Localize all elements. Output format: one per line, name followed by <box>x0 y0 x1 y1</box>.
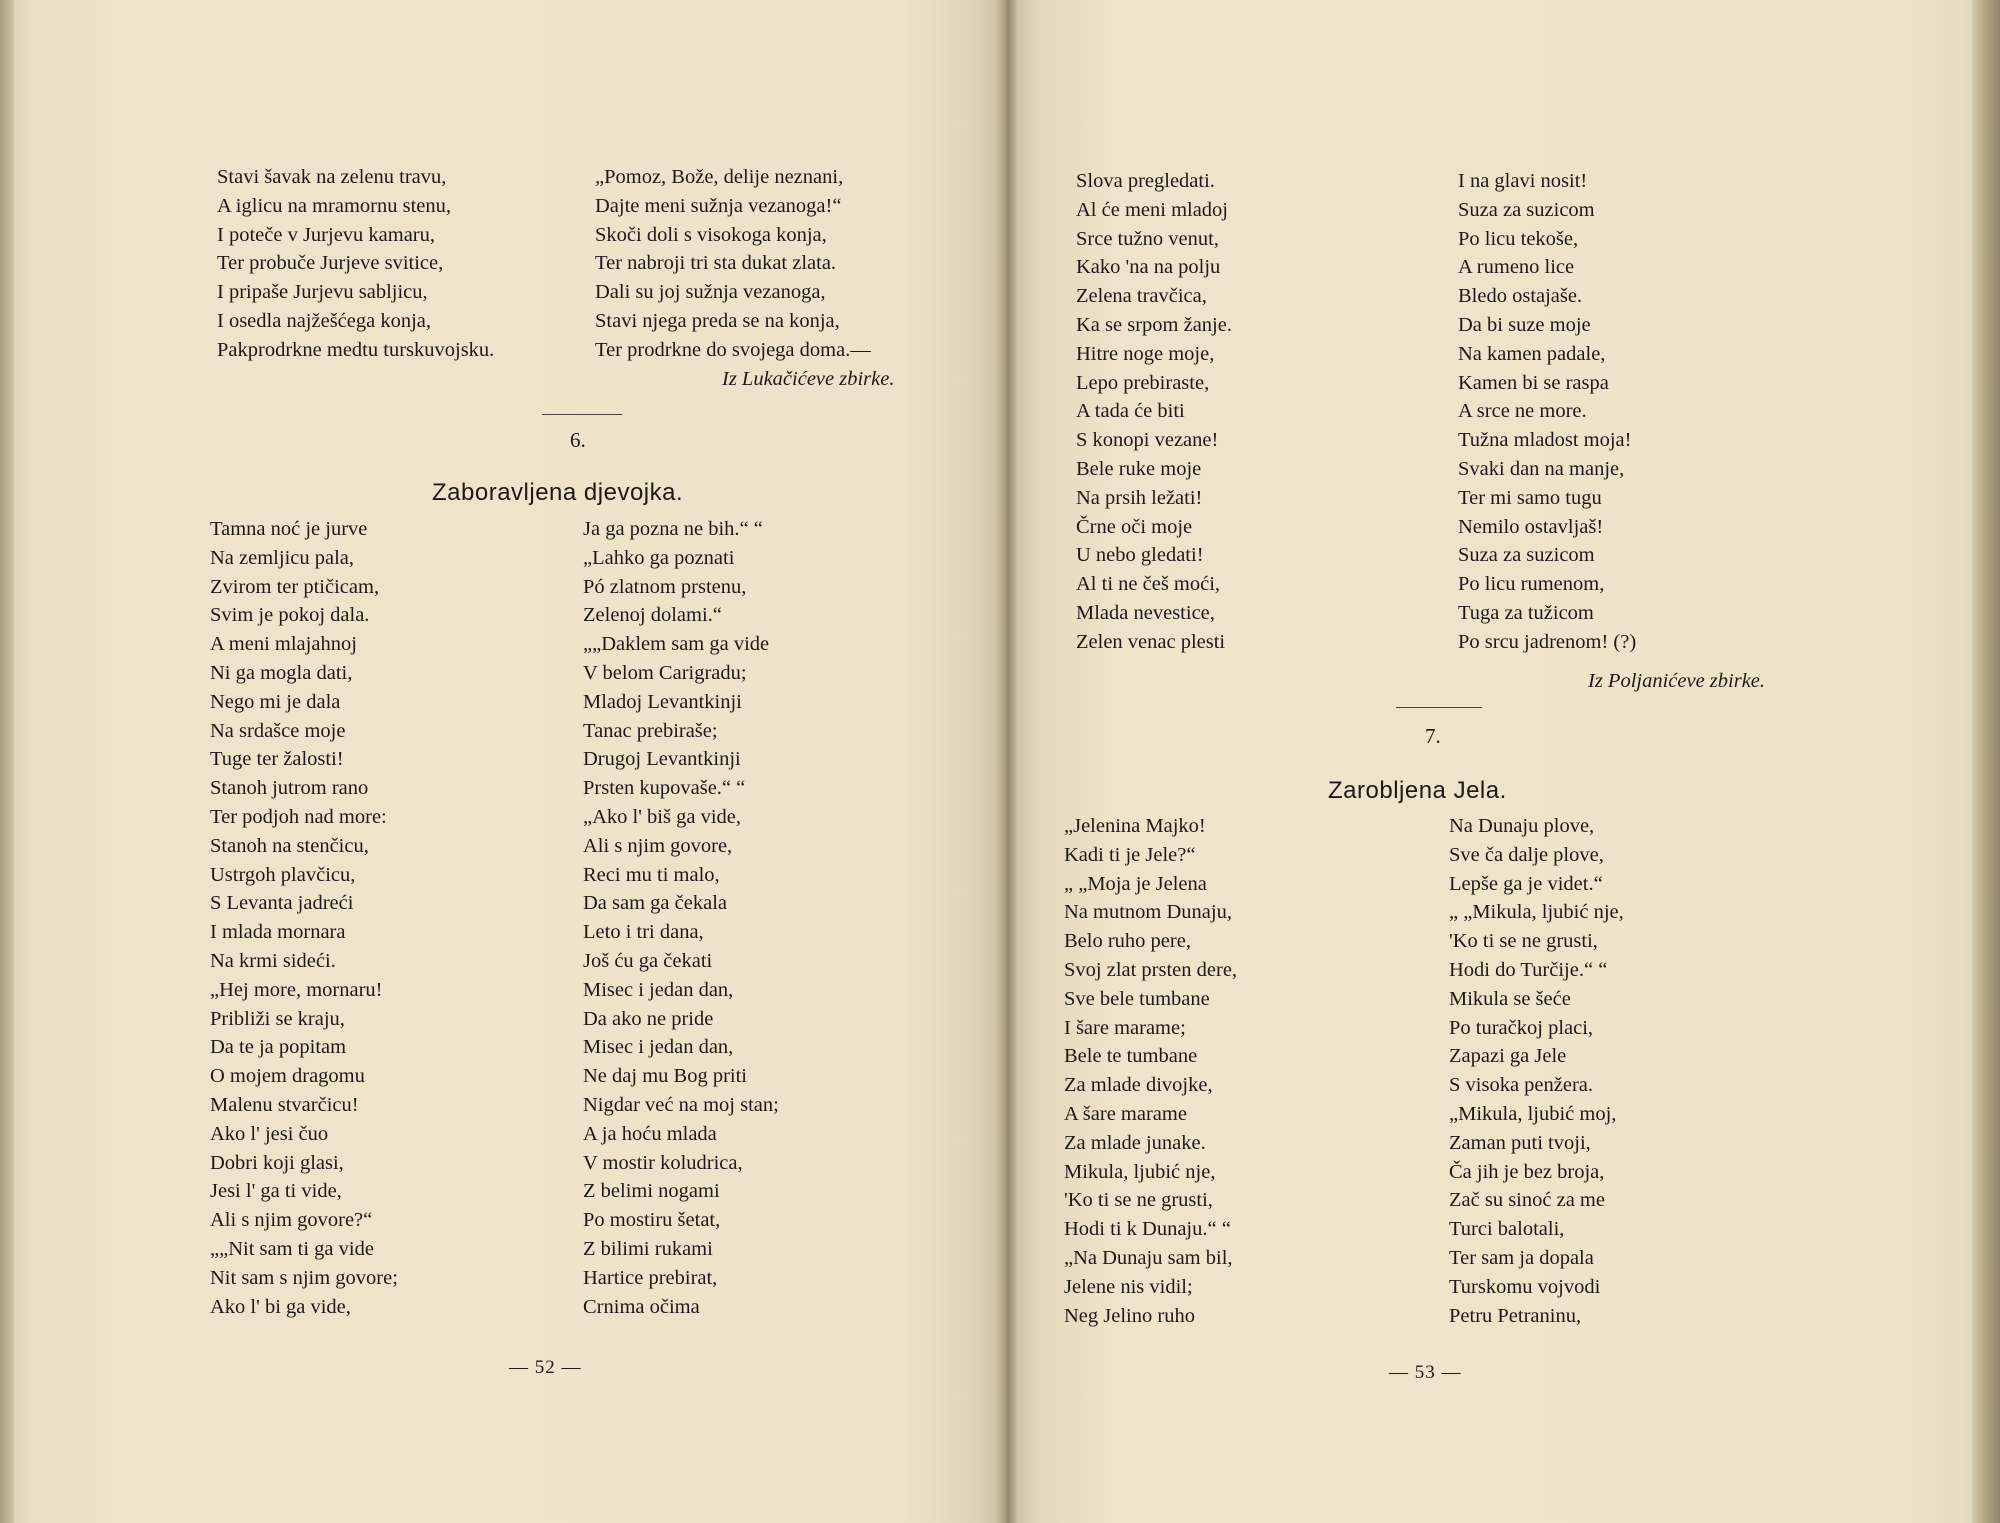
verse-line: „Mikula, ljubić moj, <box>1449 1102 1617 1125</box>
verse-line: „ „Moja je Jelena <box>1064 872 1207 895</box>
verse-line: Stanoh jutrom rano <box>210 777 369 800</box>
verse-line: Za mlade junake. <box>1064 1131 1206 1154</box>
verse-line: Ter nabroji tri sta dukat zlata. <box>595 252 837 275</box>
verse-line: Dajte meni sužnja vezanoga!“ <box>595 194 842 217</box>
verse-line: Drugoj Levantkinji <box>583 748 741 771</box>
verse-line: Zač su sinoć za me <box>1449 1189 1605 1212</box>
verse-line: Ja ga pozna ne bih.“ “ <box>583 518 763 540</box>
verse-line: Zvirom ter ptičicam, <box>210 575 380 598</box>
verse-line: I poteče v Jurjevu kamaru, <box>217 223 436 246</box>
verse-line: Jesi l' ga ti vide, <box>210 1180 342 1203</box>
verse-line: „Ako l' biš ga vide, <box>583 805 741 828</box>
verse-line: Na srdašce moje <box>210 719 346 742</box>
left-attribution: Iz Lukačićeve zbirke. <box>722 368 895 390</box>
verse-line: Za mlade divojke, <box>1064 1074 1213 1097</box>
verse-line: Al ti ne češ moći, <box>1076 573 1221 596</box>
verse-line: „Na Dunaju sam bil, <box>1064 1246 1233 1269</box>
verse-line: Po srcu jadrenom! (?) <box>1458 630 1637 653</box>
verse-line: Po mostiru šetat, <box>583 1209 721 1232</box>
verse-line: Dobri koji glasi, <box>210 1151 344 1174</box>
verse-line: Mladoj Levantkinji <box>583 690 742 713</box>
verse-line: Hodi do Turčije.“ “ <box>1449 958 1608 981</box>
verse-line: Nigdar već na moj stan; <box>583 1093 779 1116</box>
section-divider <box>542 414 622 415</box>
verse-line: Mikula se šeće <box>1449 987 1571 1010</box>
verse-line: Kadi ti je Jele?“ <box>1064 843 1196 866</box>
verse-line: Bele ruke moje <box>1076 457 1202 480</box>
verse-line: Misec i jedan dan, <box>583 1036 734 1059</box>
left-top-column-b <box>595 163 871 365</box>
verse-line: Da sam ga čekala <box>583 892 727 915</box>
verse-line: Stanoh na stenčicu, <box>210 834 369 857</box>
section-title: Zarobljena Jela. <box>1328 777 1507 804</box>
verse-line: Tužna mladost moja! <box>1458 429 1632 452</box>
verse-line: Ni ga mogla dati, <box>210 661 353 684</box>
verse-line: Sve bele tumbane <box>1064 987 1210 1010</box>
verse-line: Nego mi je dala <box>210 690 341 713</box>
verse-line: Ter probuče Jurjeve svitice, <box>217 252 444 275</box>
verse-line: A meni mlajahnoj <box>210 633 357 656</box>
verse-line: Ter prodrkne do svojega doma.— <box>595 338 871 361</box>
verse-line: Bledo ostajaše. <box>1458 285 1583 308</box>
verse-line: I pripaše Jurjevu sabljicu, <box>217 281 428 304</box>
verse-line: Misec i jedan dan, <box>583 978 734 1001</box>
verse-line: Zelenoj dolami.“ <box>583 604 722 627</box>
verse-line: Na krmi sideći. <box>210 949 336 972</box>
verse-line: Tanac prebiraše; <box>583 719 718 742</box>
verse-line: Na Dunaju plove, <box>1449 815 1595 837</box>
verse-line: Petru Petraninu, <box>1449 1304 1582 1327</box>
verse-line: Na mutnom Dunaju, <box>1064 901 1232 924</box>
verse-line: Na zemljicu pala, <box>210 546 355 569</box>
verse-line: V belom Carigradu; <box>583 661 747 684</box>
verse-line: Po licu rumenom, <box>1458 573 1605 596</box>
verse-line: Suza za suzicom <box>1458 198 1595 221</box>
verse-line: A iglicu na mramornu stenu, <box>217 194 451 217</box>
verse-line: Ali s njim govore?“ <box>210 1209 373 1232</box>
right-attribution: Iz Poljanićeve zbirke. <box>1588 670 1766 692</box>
verse-line: S Levanta jadreći <box>210 892 354 915</box>
verse-line: Svim je pokoj dala. <box>210 604 370 627</box>
right-column-a <box>1064 812 1237 1330</box>
verse-line: Bele te tumbane <box>1064 1045 1198 1068</box>
verse-line: Ne daj mu Bog priti <box>583 1065 747 1088</box>
verse-line: Malenu stvarčicu! <box>210 1093 359 1116</box>
left-column-a <box>210 515 398 1321</box>
verse-line: Ali s njim govore, <box>583 834 733 857</box>
verse-line: Turskomu vojvodi <box>1449 1275 1601 1298</box>
verse-line: Ka se srpom žanje. <box>1076 313 1232 336</box>
verse-line: „Pomoz, Bože, delije neznani, <box>595 166 844 188</box>
verse-line: Pakprodrkne medtu turskuvojsku. <box>217 338 495 361</box>
verse-line: Prsten kupovaše.“ “ <box>583 777 746 800</box>
page-number: — 53 — <box>1389 1362 1462 1383</box>
section-divider <box>1396 707 1482 708</box>
verse-line: A ja hoću mlada <box>583 1122 717 1145</box>
verse-line: A srce ne more. <box>1458 400 1587 423</box>
verse-line: Stavi njega preda se na konja, <box>595 309 840 332</box>
right-top-column-a <box>1076 167 1232 657</box>
verse-line: A šare marame <box>1064 1102 1187 1125</box>
verse-line: Srce tužno venut, <box>1076 227 1219 250</box>
verse-line: Da ako ne pride <box>583 1007 714 1030</box>
verse-line: Zapazi ga Jele <box>1449 1045 1567 1068</box>
verse-line: Zelen venac plesti <box>1076 630 1226 653</box>
verse-line: Turci balotali, <box>1449 1218 1565 1241</box>
verse-line: Tuga za tužicom <box>1458 601 1594 624</box>
verse-line: Neg Jelino ruho <box>1064 1304 1195 1327</box>
verse-line: Ako l' bi ga vide, <box>210 1295 351 1318</box>
verse-line: Kako 'na na polju <box>1076 256 1221 279</box>
verse-line: „ „Mikula, ljubić nje, <box>1449 901 1624 924</box>
verse-line: Da te ja popitam <box>210 1036 347 1059</box>
verse-line: Slova pregledati. <box>1076 170 1215 192</box>
verse-line: Još ću ga čekati <box>583 949 713 972</box>
section-number: 6. <box>570 428 586 452</box>
verse-line: Z belimi nogami <box>583 1180 720 1203</box>
verse-line: Nemilo ostavljaš! <box>1458 515 1604 538</box>
verse-line: Dali su joj sužnja vezanoga, <box>595 281 826 304</box>
verse-line: Ustrgoh plavčicu, <box>210 863 356 886</box>
verse-line: O mojem dragomu <box>210 1065 365 1088</box>
verse-line: Pó zlatnom prstenu, <box>583 575 747 598</box>
verse-line: I mlada mornara <box>210 921 346 944</box>
verse-line: Skoči doli s visokoga konja, <box>595 223 827 246</box>
right-column-b <box>1449 812 1624 1330</box>
verse-line: Zelena travčica, <box>1076 285 1207 308</box>
verse-line: Kamen bi se raspa <box>1458 371 1609 394</box>
verse-line: A rumeno lice <box>1458 256 1575 279</box>
verse-line: Svoj zlat prsten dere, <box>1064 958 1238 981</box>
verse-line: Črne oči moje <box>1076 515 1193 538</box>
verse-line: S konopi vezane! <box>1076 429 1219 452</box>
verse-line: Lepše ga je videt.“ <box>1449 872 1603 895</box>
verse-line: I šare marame; <box>1064 1016 1186 1039</box>
verse-line: Ter podjoh nad more: <box>210 805 387 828</box>
page-number: — 52 — <box>509 1357 582 1378</box>
verse-line: Na prsih ležati! <box>1076 486 1203 509</box>
verse-line: Približi se kraju, <box>210 1007 345 1030</box>
verse-line: Al će meni mladoj <box>1076 198 1228 221</box>
verse-line: I na glavi nosit! <box>1458 170 1588 192</box>
verse-line: Reci mu ti malo, <box>583 863 720 886</box>
verse-line: Hodi ti k Dunaju.“ “ <box>1064 1218 1231 1241</box>
verse-line: Sve ča dalje plove, <box>1449 843 1604 866</box>
verse-line: Po turačkoj placi, <box>1449 1016 1594 1039</box>
verse-line: 'Ko ti se ne grusti, <box>1064 1189 1213 1212</box>
verse-line: Svaki dan na manje, <box>1458 457 1625 480</box>
section-title: Zaboravljena djevojka. <box>432 479 684 506</box>
verse-line: Ako l' jesi čuo <box>210 1122 329 1145</box>
book-gutter <box>996 0 1018 1523</box>
verse-line: „„Daklem sam ga vide <box>583 633 770 656</box>
verse-line: A tada će biti <box>1076 400 1185 423</box>
verse-line: Stavi šavak na zelenu travu, <box>217 166 447 188</box>
verse-line: „Jelenina Majko! <box>1064 815 1206 837</box>
verse-line: Suza za suzicom <box>1458 544 1595 567</box>
verse-line: Po licu tekoše, <box>1458 227 1579 250</box>
verse-line: Belo ruho pere, <box>1064 930 1191 953</box>
left-top-column-a <box>217 163 494 365</box>
verse-line: V mostir koludrica, <box>583 1151 743 1174</box>
verse-line: Mlada nevestice, <box>1076 601 1215 624</box>
left-column-b <box>583 515 779 1321</box>
verse-line: Z bilimi rukami <box>583 1237 713 1260</box>
verse-line: U nebo gledati! <box>1076 544 1204 567</box>
verse-line: „Lahko ga poznati <box>583 546 735 569</box>
verse-line: Jelene nis vidil; <box>1064 1275 1193 1298</box>
verse-line: 'Ko ti se ne grusti, <box>1449 930 1598 953</box>
verse-line: Crnima očima <box>583 1295 700 1318</box>
right-page-edge <box>1972 0 2000 1523</box>
verse-line: Nit sam s njim govore; <box>210 1266 398 1289</box>
verse-line: Hitre noge moje, <box>1076 342 1215 365</box>
verse-line: Mikula, ljubić nje, <box>1064 1160 1216 1183</box>
verse-line: Zaman puti tvoji, <box>1449 1131 1591 1154</box>
right-top-column-b <box>1458 167 1636 657</box>
verse-line: Leto i tri dana, <box>583 921 704 944</box>
verse-line: Na kamen padale, <box>1458 342 1606 365</box>
verse-line: Tamna noć je jurve <box>210 518 368 540</box>
verse-line: „„Nit sam ti ga vide <box>210 1237 374 1260</box>
section-number: 7. <box>1425 724 1441 748</box>
verse-line: Ter mi samo tugu <box>1458 486 1602 509</box>
verse-line: Ter sam ja dopala <box>1449 1246 1594 1269</box>
verse-line: Lepo prebiraste, <box>1076 371 1210 394</box>
verse-line: Tuge ter žalosti! <box>210 748 344 771</box>
verse-line: I osedla najžešćega konja, <box>217 309 432 332</box>
verse-line: Da bi suze moje <box>1458 313 1591 336</box>
verse-line: Ča jih je bez broja, <box>1449 1160 1605 1183</box>
verse-line: „Hej more, mornaru! <box>210 978 383 1001</box>
verse-line: Hartice prebirat, <box>583 1266 718 1289</box>
verse-line: S visoka penžera. <box>1449 1074 1594 1097</box>
left-page-edge <box>0 0 14 1523</box>
